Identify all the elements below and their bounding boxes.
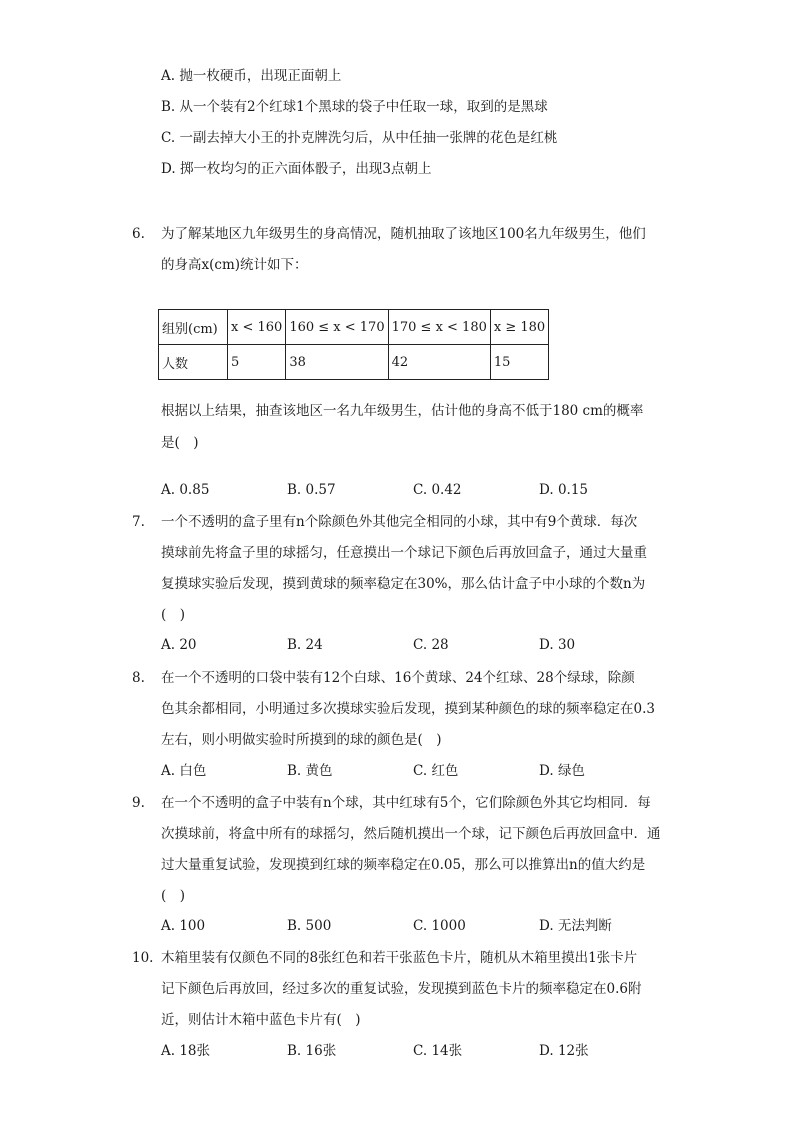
- q5-option-a[interactable]: A. 抛一枚硬币，出现正面朝上: [161, 68, 342, 84]
- question-stem: 过大量重复试验，发现摸到红球的频率稳定在0.05，那么可以推算出n的值大约是: [161, 857, 646, 873]
- option-b[interactable]: B. 24: [287, 637, 323, 653]
- question-stem: ( ): [161, 607, 186, 623]
- table-header-row: [159, 310, 549, 345]
- question-followup: 根据以上结果，抽查该地区一名九年级男生，估计他的身高不低于180 cm的概率: [161, 403, 644, 419]
- question-stem: 木箱里装有仅颜色不同的8张红色和若干张蓝色卡片，随机从木箱里摸出1张卡片: [161, 950, 638, 966]
- table-cell: 15: [490, 345, 548, 380]
- q5-option-b[interactable]: B. 从一个装有2个红球1个黑球的袋子中任取一球，取到的是黑球: [161, 99, 548, 115]
- table-cell: x < 160: [228, 310, 286, 345]
- table-cell: 组别(cm): [159, 310, 228, 345]
- height-stats-table: [158, 309, 549, 380]
- option-a[interactable]: A. 白色: [161, 763, 207, 779]
- question-stem: 左右，则小明做实验时所摸到的球的颜色是( ): [161, 732, 442, 748]
- table-cell: 38: [286, 345, 388, 380]
- table-cell: 5: [228, 345, 286, 380]
- question-stem: 摸球前先将盒子里的球摇匀，任意摸出一个球记下颜色后再放回盒子，通过大量重: [161, 545, 647, 561]
- question-number: 10.: [132, 950, 154, 966]
- question-number: 8.: [132, 670, 145, 686]
- question-number: 6.: [132, 226, 145, 242]
- question-followup: 是( ): [161, 435, 199, 451]
- option-b[interactable]: B. 500: [287, 918, 332, 934]
- question-stem: 复摸球实验后发现，摸到黄球的频率稳定在30%，那么估计盒子中小球的个数n为: [161, 576, 646, 592]
- question-stem: 一个不透明的盒子里有n个除颜色外其他完全相同的小球，其中有9个黄球．每次: [161, 514, 638, 530]
- q5-option-d[interactable]: D. 掷一枚均匀的正六面体骰子，出现3点朝上: [161, 161, 432, 177]
- option-b[interactable]: B. 16张: [287, 1043, 337, 1059]
- question-stem: 近，则估计木箱中蓝色卡片有( ): [161, 1012, 361, 1028]
- option-d[interactable]: D. 0.15: [539, 482, 588, 498]
- option-d[interactable]: D. 无法判断: [539, 918, 612, 934]
- table-cell: x ≥ 180: [490, 310, 548, 345]
- question-stem: ( ): [161, 888, 186, 904]
- question-stem: 的身高x(cm)统计如下：: [161, 257, 308, 273]
- option-b[interactable]: B. 黄色: [287, 763, 333, 779]
- question-stem: 在一个不透明的口袋中装有12个白球、16个黄球、24个红球、28个绿球，除颜: [161, 670, 635, 686]
- option-c[interactable]: C. 红色: [413, 763, 459, 779]
- question-stem: 色其余都相同，小明通过多次摸球实验后发现，摸到某种颜色的球的频率稳定在0.3: [161, 701, 655, 717]
- option-d[interactable]: D. 绿色: [539, 763, 585, 779]
- table-cell: 160 ≤ x < 170: [286, 310, 388, 345]
- question-stem: 为了解某地区九年级男生的身高情况，随机抽取了该地区100名九年级男生，他们: [161, 226, 646, 242]
- question-stem: 次摸球前，将盒中所有的球摇匀，然后随机摸出一个球，记下颜色后再放回盒中．通: [161, 826, 661, 842]
- option-b[interactable]: B. 0.57: [287, 482, 336, 498]
- question-stem: 记下颜色后再放回，经过多次的重复试验，发现摸到蓝色卡片的频率稳定在0.6附: [161, 981, 642, 997]
- option-c[interactable]: C. 0.42: [413, 482, 462, 498]
- question-stem: 在一个不透明的盒子中装有n个球，其中红球有5个，它们除颜色外其它均相同．每: [161, 795, 651, 811]
- option-a[interactable]: A. 20: [161, 637, 197, 653]
- table-cell: 170 ≤ x < 180: [388, 310, 490, 345]
- option-c[interactable]: C. 1000: [413, 918, 466, 934]
- question-number: 7.: [132, 514, 145, 530]
- q5-option-c[interactable]: C. 一副去掉大小王的扑克牌洗匀后，从中任抽一张牌的花色是红桃: [161, 130, 558, 146]
- option-d[interactable]: D. 30: [539, 637, 576, 653]
- option-d[interactable]: D. 12张: [539, 1043, 589, 1059]
- table-cell: 人数: [159, 345, 228, 380]
- table-row: [159, 345, 549, 380]
- option-c[interactable]: C. 28: [413, 637, 449, 653]
- option-c[interactable]: C. 14张: [413, 1043, 463, 1059]
- question-number: 9.: [132, 795, 145, 811]
- table-cell: 42: [388, 345, 490, 380]
- option-a[interactable]: A. 18张: [161, 1043, 211, 1059]
- option-a[interactable]: A. 0.85: [161, 482, 210, 498]
- option-a[interactable]: A. 100: [161, 918, 206, 934]
